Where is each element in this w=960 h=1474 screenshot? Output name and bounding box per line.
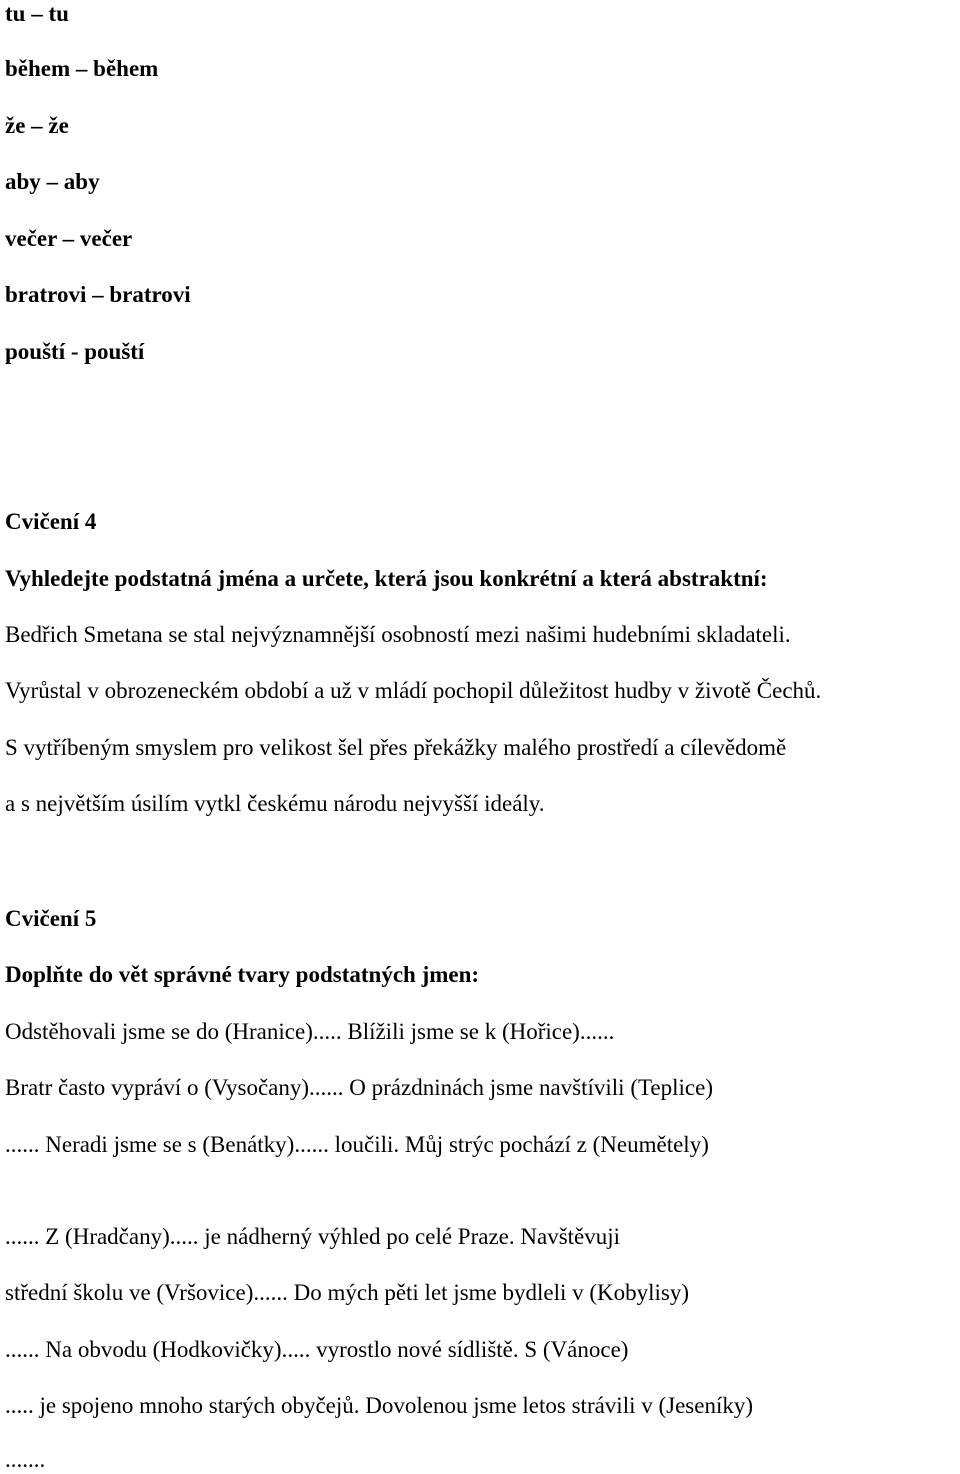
exercise-5-text-line: Bratr často vypráví o (Vysočany)...... O prázdninách jsme navštívili (Teplice): [5, 1075, 713, 1100]
pair-line: tu – tu: [5, 1, 69, 26]
exercise-5-text-line: ...... Neradi jsme se s (Benátky)...... loučili. Můj strýc pochází z (Neumětely): [5, 1132, 709, 1157]
exercise-5-text-line: ..... je spojeno mnoho starých obyčejů. Dovolenou jsme letos strávili v (Jeseníky): [5, 1393, 754, 1418]
exercise-5-title: Cvičení 5: [5, 906, 97, 931]
pair-line: během – během: [5, 56, 159, 81]
exercise-4-text-line: a s největším úsilím vytkl českému národu nejvyšší ideály.: [5, 791, 545, 816]
exercise-5-text-line: ...... Na obvodu (Hodkovičky)..... vyrostlo nové sídliště. S (Vánoce): [5, 1337, 629, 1362]
exercise-5-text-line: .......: [5, 1447, 46, 1472]
exercise-4-text-line: S vytříbeným smyslem pro velikost šel přes překážky malého prostředí a cílevědomě: [5, 735, 787, 760]
exercise-5-text-line: střední školu ve (Vršovice)...... Do mých pěti let jsme bydleli v (Kobylisy): [5, 1280, 690, 1305]
exercise-5-instruction: Doplňte do vět správné tvary podstatných jmen:: [5, 962, 480, 987]
pair-line: bratrovi – bratrovi: [5, 282, 191, 307]
pair-line: večer – večer: [5, 226, 133, 251]
pair-line: aby – aby: [5, 169, 100, 194]
pair-line: pouští - pouští: [5, 339, 145, 364]
exercise-4-text-line: Vyrůstal v obrozeneckém období a už v mládí pochopil důležitost hudby v životě Čechů.: [5, 678, 822, 703]
exercise-4-text-line: Bedřich Smetana se stal nejvýznamnější osobností mezi našimi hudebními skladateli.: [5, 622, 791, 647]
exercise-4-instruction: Vyhledejte podstatná jména a určete, která jsou konkrétní a která abstraktní:: [5, 566, 768, 591]
exercise-5-text-line: ...... Z (Hradčany)..... je nádherný výhled po celé Praze. Navštěvuji: [5, 1224, 621, 1249]
exercise-4-title: Cvičení 4: [5, 509, 97, 534]
exercise-5-text-line: Odstěhovali jsme se do (Hranice)..... Blížili jsme se k (Hořice)......: [5, 1019, 615, 1044]
pair-line: že – že: [5, 113, 69, 138]
